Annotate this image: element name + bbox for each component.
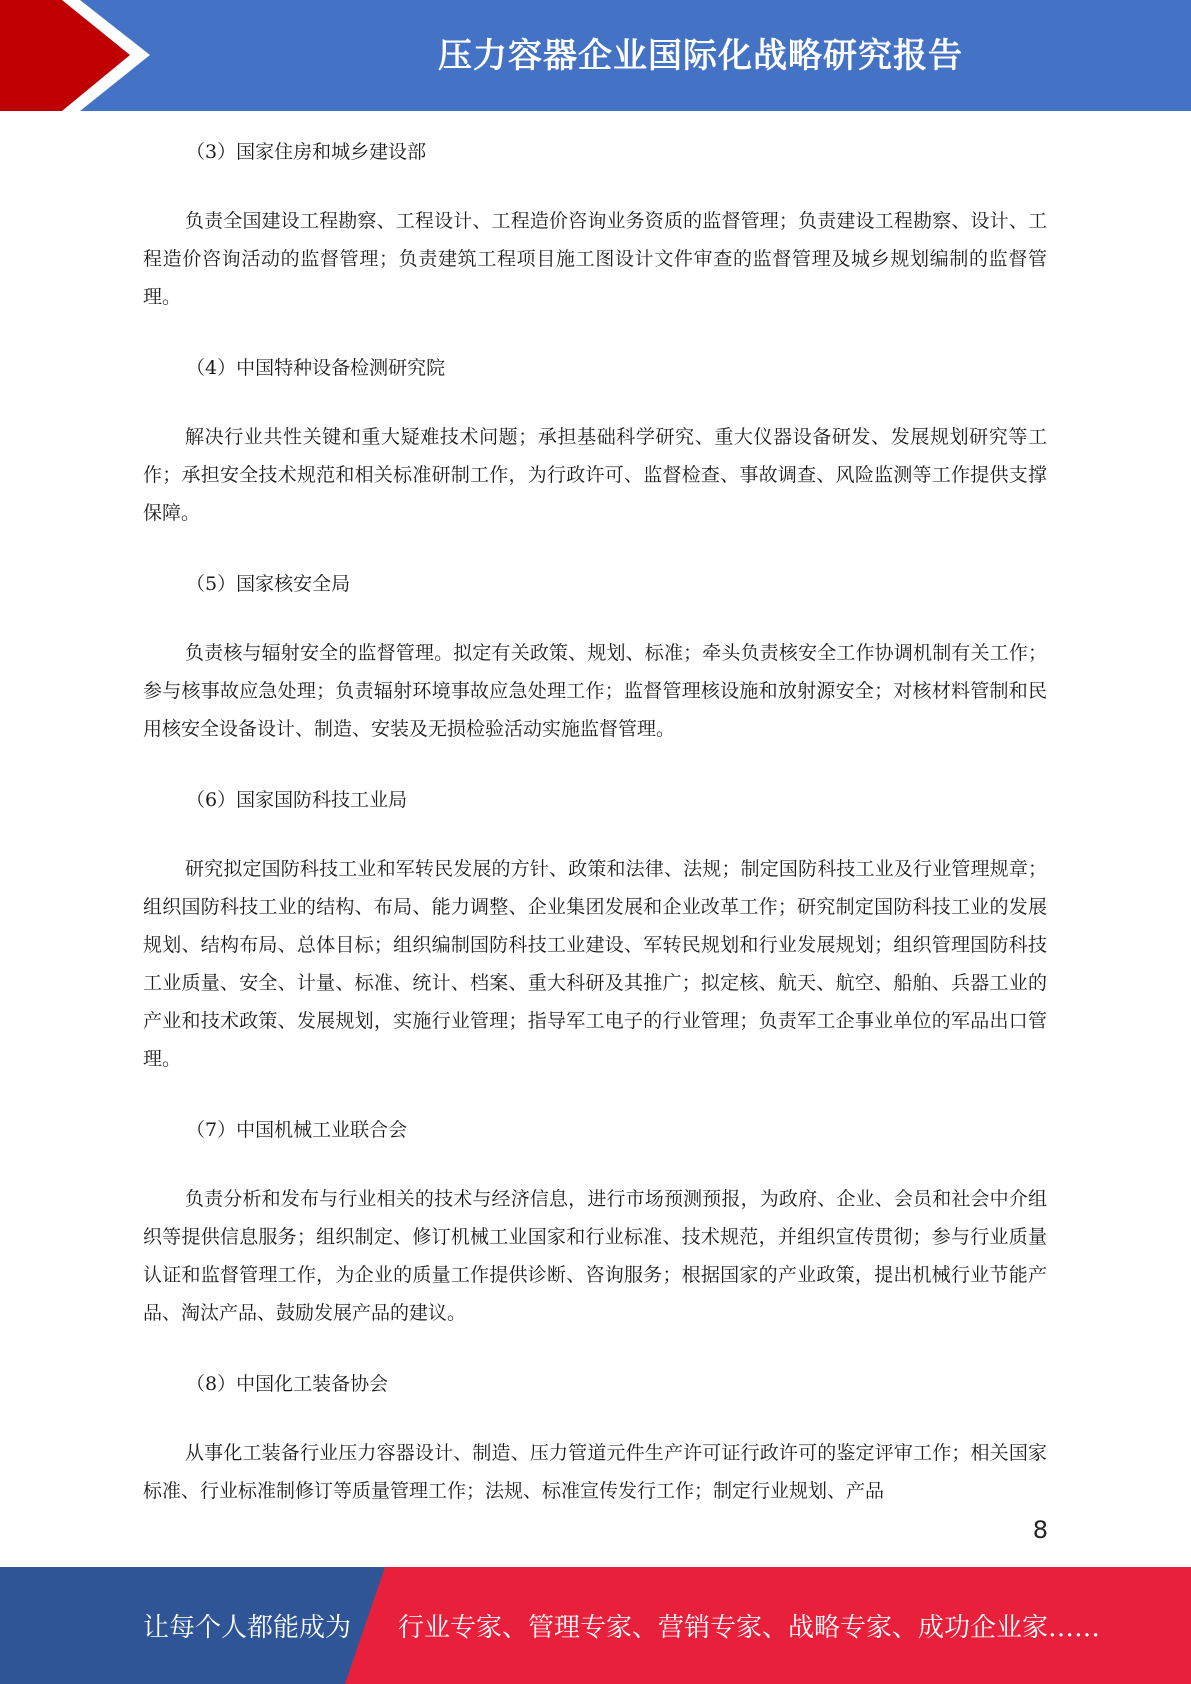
footer-slogan-right: 行业专家、管理专家、营销专家、战略专家、成功企业家……	[398, 1613, 1101, 1643]
page-header	[0, 0, 1191, 111]
section-heading: （7）中国机械工业联合会	[186, 1119, 408, 1141]
section-paragraph: 解决行业共性关键和重大疑难技术问题；承担基础科学研究、重大仪器设备研发、发展规划研究等工作；承担安全技术规范和相关标准研制工作，为行政许可、监督检查、事故调查、风险监测等工作提供支撑保障。	[143, 426, 1047, 524]
section-paragraph: 负责核与辐射安全的监督管理。拟定有关政策、规划、标准；牵头负责核安全工作协调机制有关工作；参与核事故应急处理；负责辐射环境事故应急处理工作；监督管理核设施和放射源安全；对核材料管制和民用核安全设备设计、制造、安装及无损检验活动实施监督管理。	[143, 642, 1047, 740]
section-heading: （6）国家国防科技工业局	[186, 789, 408, 811]
footer-slogan-left: 让每个人都能成为	[143, 1613, 352, 1643]
section-paragraph: 负责分析和发布与行业相关的技术与经济信息，进行市场预测预报，为政府、企业、会员和社会中介组织等提供信息服务；组织制定、修订机械工业国家和行业标准、技术规范，并组织宣传贯彻；参与行业质量认证和监督管理工作，为企业的质量工作提供诊断、咨询服务；根据国家的产业政策，提出机械行业节能产品、淘汰产品、鼓励发展产品的建议。	[143, 1188, 1047, 1324]
section-paragraph: 从事化工装备行业压力容器设计、制造、压力管道元件生产许可证行政许可的鉴定评审工作；相关国家标准、行业标准制修订等质量管理工作；法规、标准宣传发行工作；制定行业规划、产品	[143, 1442, 1047, 1502]
page-footer	[0, 1567, 1191, 1684]
section-heading: （5）国家核安全局	[186, 573, 351, 595]
header-chevron-decoration	[0, 0, 170, 111]
report-title: 压力容器企业国际化战略研究报告	[438, 35, 963, 76]
section-paragraph: 研究拟定国防科技工业和军转民发展的方针、政策和法律、法规；制定国防科技工业及行业管理规章；组织国防科技工业的结构、布局、能力调整、企业集团发展和企业改革工作；研究制定国防科技工业的发展规划、结构布局、总体目标；组织编制国防科技工业建设、军转民规划和行业发展规划；组织管理国防科技工业质量、安全、计量、标准、统计、档案、重大科研及其推广；拟定核、航天、航空、船舶、兵器工业的产业和技术政策、发展规划，实施行业管理；指导军工电子的行业管理；负责军工企事业单位的军品出口管理。	[143, 858, 1047, 1070]
section-heading: （4）中国特种设备检测研究院	[186, 357, 446, 379]
section-heading: （8）中国化工装备协会	[186, 1373, 389, 1395]
document-body	[143, 133, 1047, 1510]
section-paragraph: 负责全国建设工程勘察、工程设计、工程造价咨询业务资质的监督管理；负责建设工程勘察、设计、工程造价咨询活动的监督管理；负责建筑工程项目施工图设计文件审查的监督管理及城乡规划编制的监督管理。	[143, 210, 1047, 308]
section-heading: （3）国家住房和城乡建设部	[186, 141, 427, 163]
page-number: 8	[1032, 1516, 1048, 1544]
